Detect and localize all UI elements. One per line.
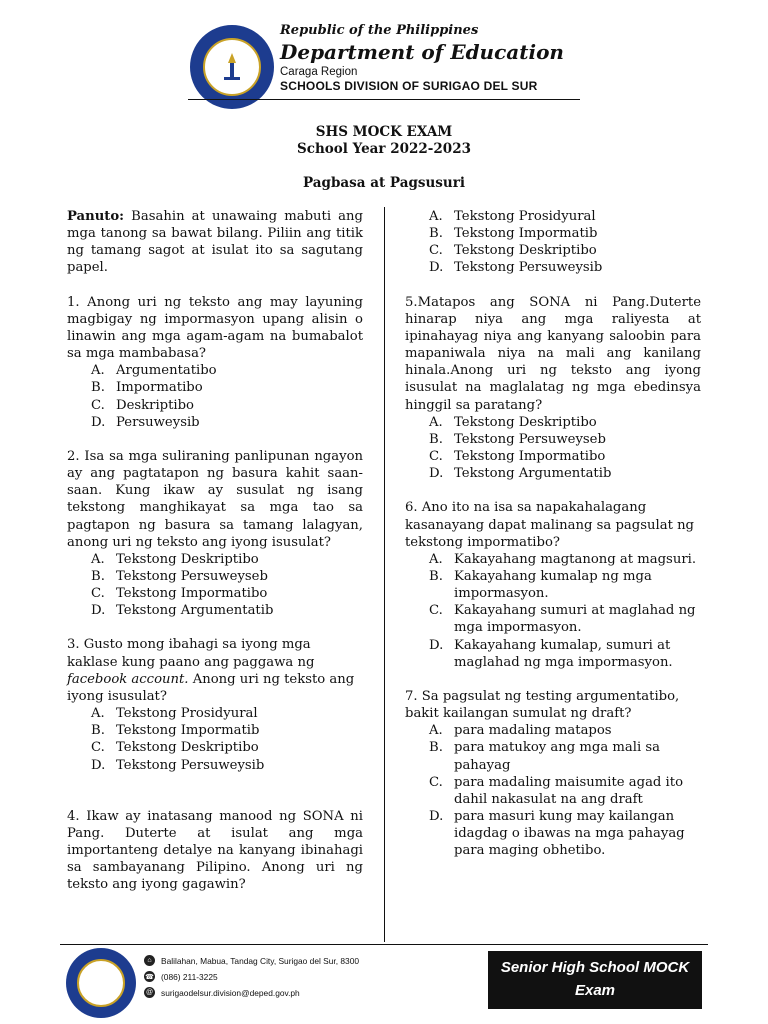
exam-subject: Pagbasa at Pagsusuri [303,175,465,191]
division-seal [66,948,136,1018]
header-divider [188,99,580,100]
question-4: 4. Ikaw ay inatasang manood ng SONA ni Pang. Duterte at isulat ang mga importanteng detalye na kanyang ibinahagi sa sambayanang Pilipino. Anong uri ng teksto ang iyong gagawin? [67,808,363,893]
option-7b[interactable]: B. para matukoy ang mga mali sa pahayag [429,740,661,773]
header-republic: Republic of the Philippines [280,23,479,38]
question-4-options [405,208,701,277]
option-7c[interactable]: C. para madaling maisumite agad ito dahil nakasulat na ang draft [429,774,684,807]
option-1b[interactable]: B. Impormatibo [91,380,203,396]
instructions-label: Panuto: [67,209,125,224]
option-5c[interactable]: C. Tekstong Impormatibo [429,449,606,465]
option-3a[interactable]: A. Tekstong Prosidyural [91,706,258,722]
instructions [67,208,363,277]
question-7-options [405,722,701,859]
column-divider [384,207,385,942]
option-1c[interactable]: C. Deskriptibo [91,397,194,413]
option-4b[interactable]: B. Tekstong Impormatib [429,226,598,242]
option-7a[interactable]: A. para madaling matapos [429,723,612,739]
question-1: 1. Anong uri ng teksto ang may layuning magbigay ng impormasyon upang alisin o linawin ang mga agam-agam na bumabalot sa mga mambabasa? [67,294,363,362]
instructions-text: Basahin at unawaing mabuti ang mga tanong sa bawat bilang. Piliin ang titik ng tamang sagot at isulat ito sa sagutang papel. [67,209,363,276]
question-5: 5.Matapos ang SONA ni Pang.Duterte hinarap niya ang mga raliyesta at ipinahayag niya ang kanyang saloobin para mapaniwala niya na mali ang kanilang hinala.Anong uri ng teksto ang iyong isusulat na maglalatag ng mga ebedinsya hinggil sa paratang? [405,294,701,413]
option-2a[interactable]: A. Tekstong Deskriptibo [91,551,259,567]
header-department: Department of Education [280,40,564,64]
option-2c[interactable]: C. Tekstong Impormatibo [91,586,268,602]
footer-address: ⌂ Balilahan, Mabua, Tandag City, Surigao del Sur, 8300 [144,955,359,966]
option-6a[interactable]: A. Kakayahang magtanong at magsuri. [429,551,697,567]
header-division: SCHOOLS DIVISION OF SURIGAO DEL SUR [280,79,538,93]
footer-phone: ☎ (086) 211-3225 [145,971,218,982]
option-3d[interactable]: D. Tekstong Persuweysib [91,757,265,773]
phone-icon: ☎ [144,971,155,982]
seal-emblem-icon [203,38,261,96]
option-1d[interactable]: D. Persuweysib [91,414,200,430]
question-2: 2. Isa sa mga suliraning panlipunan ngayon ay ang pagtatapon ng basura kahit saan-saan. Kung ikaw ay susulat ng isang tekstong manghikayat sa mga tao sa pagtapon ng basura sa tamang lalagyan, anong uri ng teksto ang iyong isusulat? [67,448,363,550]
footer-divider [60,944,708,945]
question-3-options [67,705,363,774]
question-3: 3. Gusto mong ibahagi sa iyong mga kaklase kung paano ang paggawa ng facebook account. Anong uri ng teksto ang iyong isusulat? [67,637,355,704]
option-1a[interactable]: A. Argumentatibo [91,363,217,379]
question-6-options [405,551,701,671]
option-2b[interactable]: B. Tekstong Persuweyseb [91,568,268,584]
division-seal-emblem-icon [77,959,125,1007]
option-6c[interactable]: C. Kakayahang sumuri at maglahad ng mga impormasyon. [429,603,696,636]
option-6d[interactable]: D. Kakayahang kumalap, sumuri at maglahad ng mga impormasyon. [429,637,673,670]
email-icon: @ [145,989,154,996]
question-7: 7. Sa pagsulat ng testing argumentatibo, bakit kailangan sumulat ng draft? [405,688,680,722]
option-4c[interactable]: C. Tekstong Deskriptibo [429,243,597,259]
option-4a[interactable]: A. Tekstong Prosidyural [429,209,596,224]
mock-exam-badge: Senior High School MOCK Exam [488,951,702,1009]
exam-school-year: School Year 2022-2023 [297,141,471,157]
option-7d[interactable]: D. para masuri kung may kailangan idagdag o ibawas na mga pahayag para maging obhetibo. [429,809,685,859]
right-column [405,208,701,859]
question-2-options [67,551,363,620]
footer-email[interactable]: @ surigaodelsur.division@deped.gov.ph [145,987,300,998]
question-1-options [67,362,363,431]
question-3-italic: facebook account. [67,671,189,687]
option-3b[interactable]: B. Tekstong Impormatib [91,723,260,739]
option-3c[interactable]: C. Tekstong Deskriptibo [91,740,259,756]
exam-title: SHS MOCK EXAM [315,124,453,140]
option-2d[interactable]: D. Tekstong Argumentatib [91,603,274,619]
option-5b[interactable]: B. Tekstong Persuweyseb [429,431,606,447]
option-5d[interactable]: D. Tekstong Argumentatib [429,466,612,482]
header-region: Caraga Region [280,66,358,78]
option-5a[interactable]: A. Tekstong Deskriptibo [429,414,597,430]
option-6b[interactable]: B. Kakayahang kumalap ng mga impormasyon. [429,568,652,602]
question-6: 6. Ano ito na isa sa napakahalagang kasanayang dapat malinang sa pagsulat ng tekstong impormatibo? [405,500,694,550]
left-column [67,208,363,893]
deped-seal [190,25,274,109]
location-icon: ⌂ [144,955,155,966]
torch-icon [215,50,249,84]
question-5-options [405,414,701,483]
option-4d[interactable]: D. Tekstong Persuweysib [429,260,603,276]
